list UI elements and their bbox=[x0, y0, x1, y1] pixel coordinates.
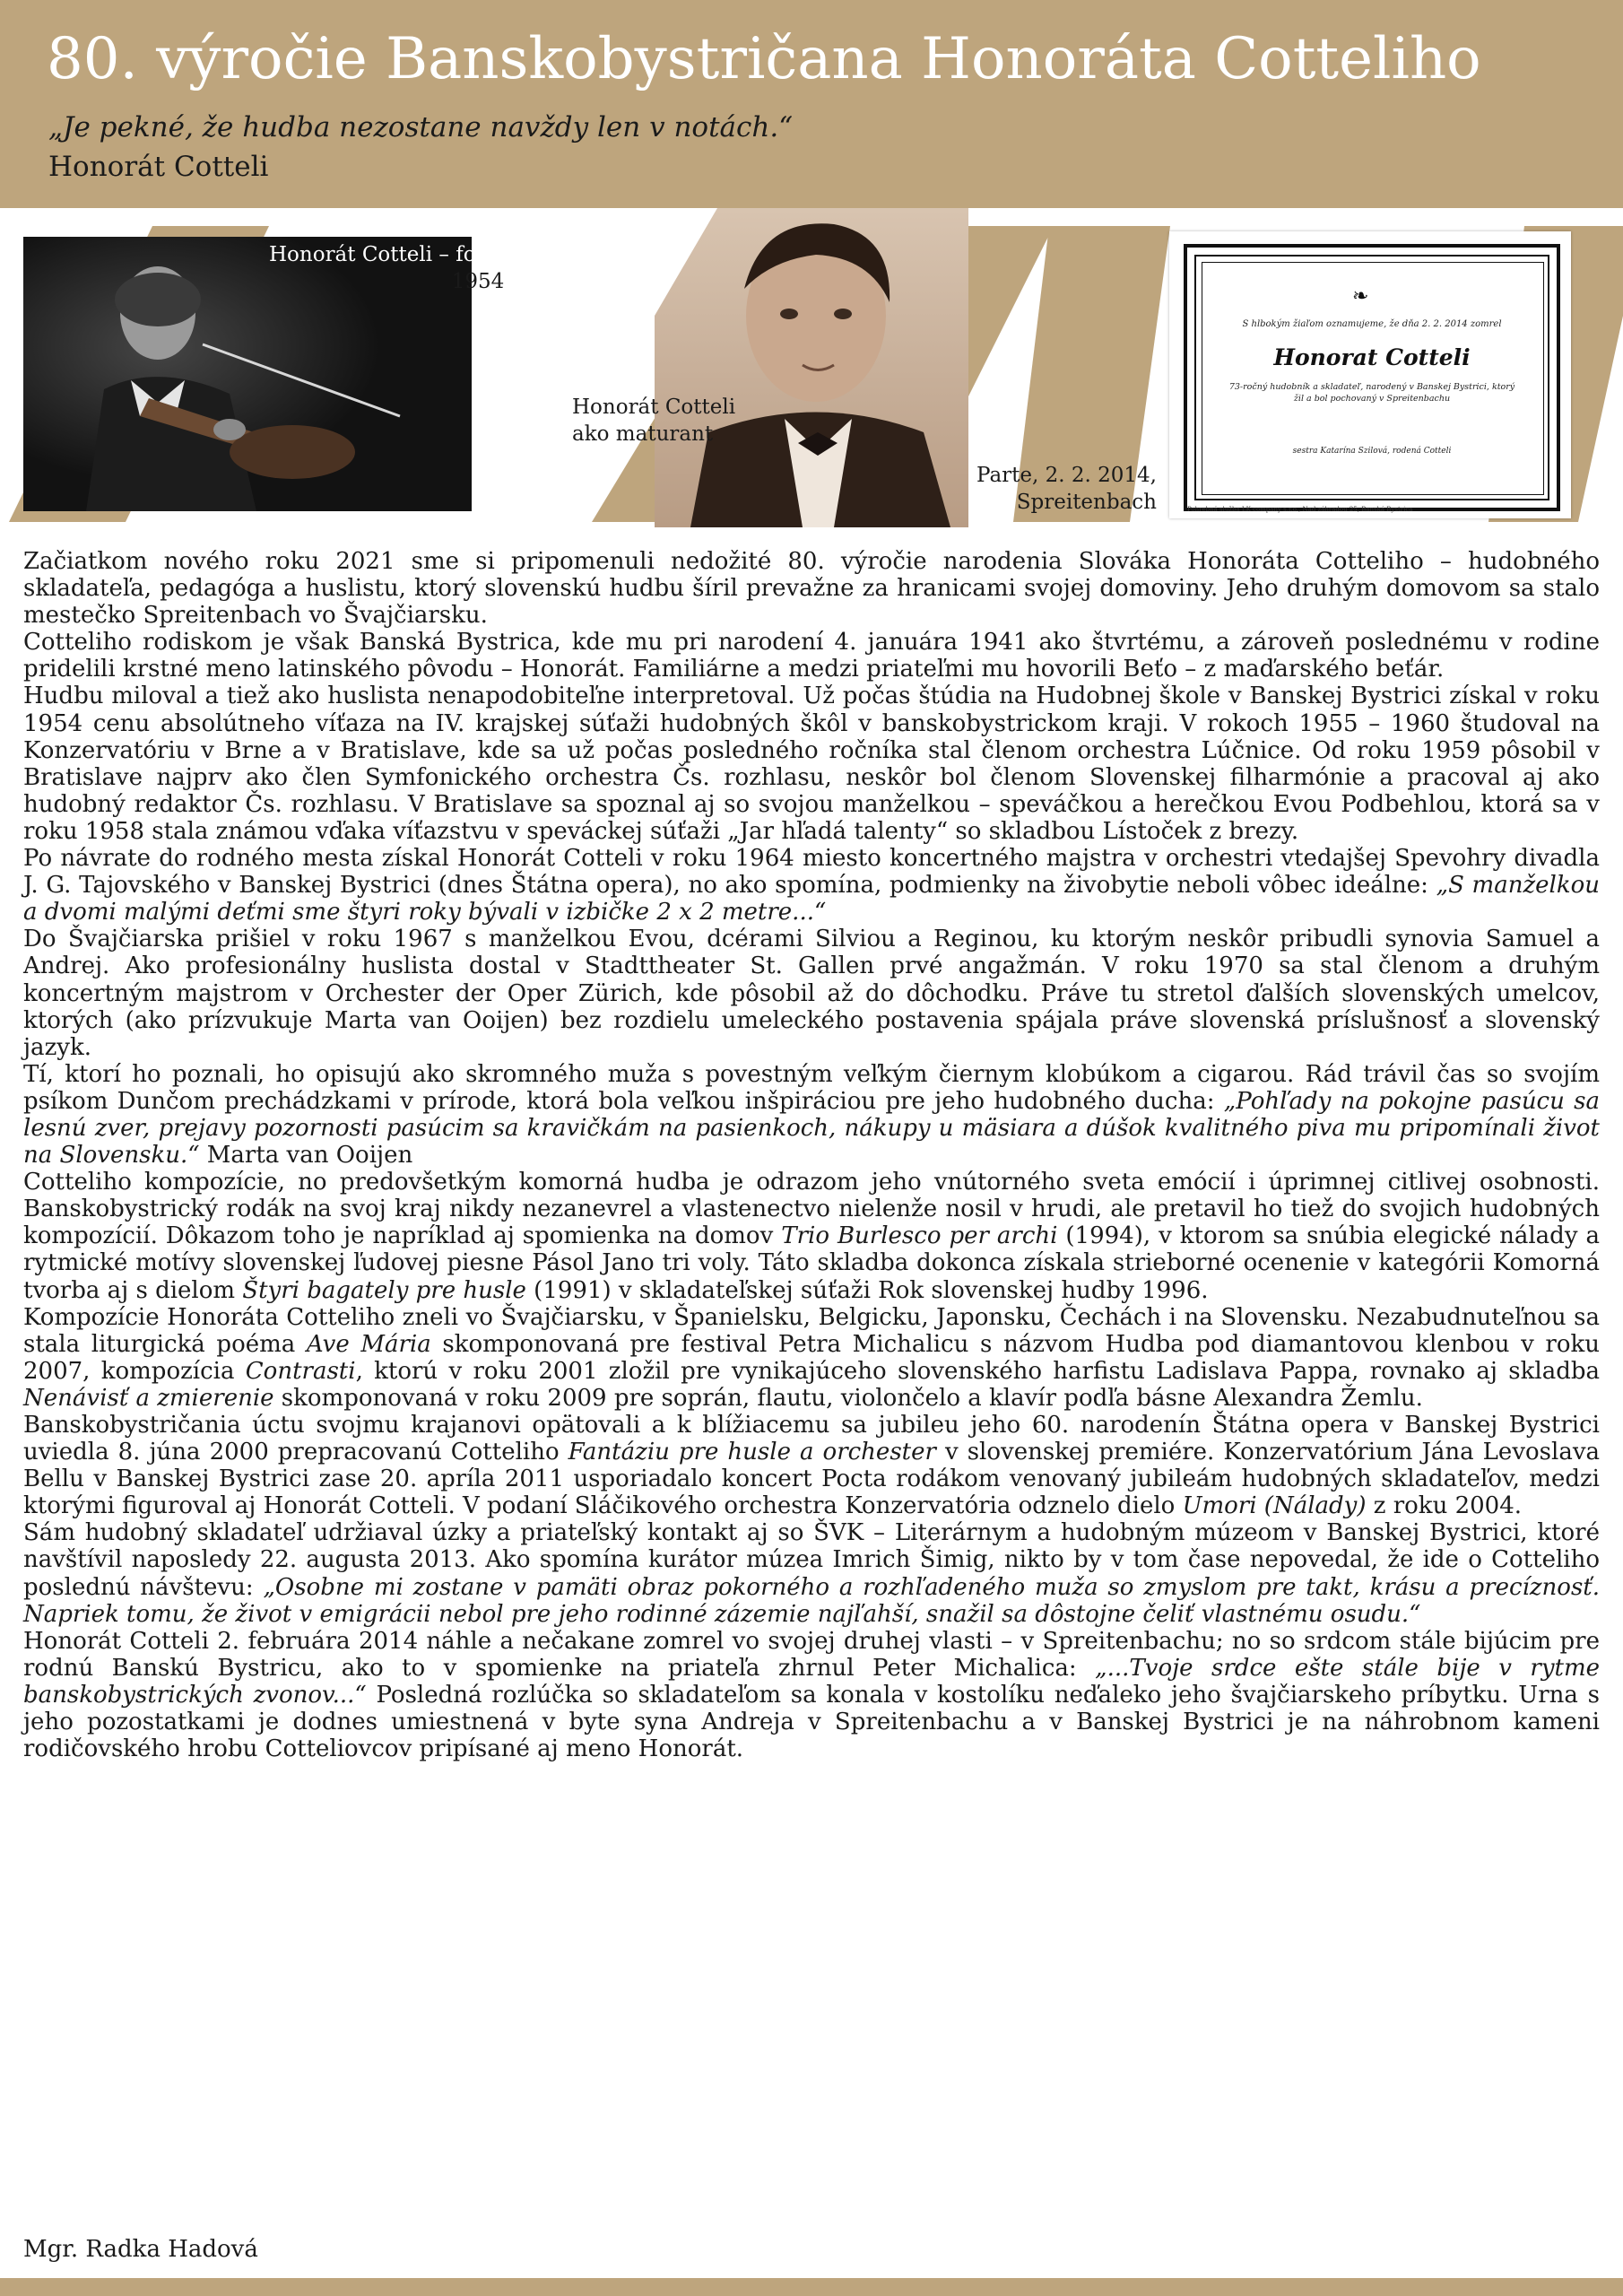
header-banner bbox=[0, 0, 1623, 208]
parte-text: 73-ročný hudobník a skladateľ, narodený v Banskej Bystrici, ktorý žil a bol pochovaný v Spreitenbachu bbox=[1228, 382, 1515, 404]
paragraph-11: Honorát Cotteli 2. februára 2014 náhle a nečakane zomrel vo svojej druhej vlasti – v Spreitenbachu; no so srdcom stále bijúcim pre rodnú Banskú Bystricu, ako to v spomienke na priateľa zhrnul Peter Michalica: „...Tvoje srdce ešte stále bije v rytme banskobystrických zvonov...“ Posledná rozlúčka so skladateľom sa konala v kostolíku neďaleko jeho švajčiarskeho príbytku. Urna s jeho pozostatkami je dodnes umiestnená v byte syna Andreja v Spreitenbachu a v Banskej Bystrici je na náhrobnom kameni rodičovského hrobu Cotteliovcov pripísané aj meno Honorát. bbox=[23, 1627, 1601, 1763]
paragraph-2: Cotteliho rodiskom je však Banská Bystrica, kde mu pri narodení 4. januára 1941 ako štvrtému, a zároveň poslednému v rodine pridelili krstné meno latinského pôvodu – Honorát. Familiárne a medzi priateľmi mu hovorili Beťo – z maďarského beťár. bbox=[23, 629, 1600, 683]
branch-icon: ❧ bbox=[1352, 285, 1369, 308]
concert-caption: Honorát Cotteli – fotografia z koncertu, 1954 bbox=[269, 243, 682, 293]
header-quote: „Je pekné, že hudba nezostane navždy len v notách.“ bbox=[48, 111, 794, 144]
parte-footer: Pohrebná služba LK company s.r.o., Nad záhradou 25, Banská Bystrica bbox=[1187, 506, 1413, 513]
paragraph-4: Po návrate do rodného mesta získal Honorát Cotteli v roku 1964 miesto koncertného majstra v orchestri vtedajšej Spevohry divadla J. G. Tajovského v Banskej Bystrici (dnes Štátna opera), no ako spomína, podmienky na živobytie neboli vôbec ideálne: „S manželkou a dvomi malými deťmi sme štyri roky bývali v izbičke 2 x 2 metre...“ bbox=[23, 845, 1601, 926]
header-quote-author: Honorát Cotteli bbox=[48, 151, 269, 183]
parte-caption: Parte, 2. 2. 2014, Spreitenbach bbox=[976, 464, 1157, 514]
parte-name: Honorat Cotteli bbox=[1273, 344, 1471, 370]
paragraph-8: Kompozície Honoráta Cotteliho zneli vo Švajčiarsku, v Španielsku, Belgicku, Japonsku, Čechách i na Slovensku. Nezabudnuteľnou sa stala liturgická poéma Ave Mária skomponovaná pre festival Petra Michalicu s názvom Hudba pod diamantovou klenbou v roku 2007, kompozícia Contrasti, ktorú v roku 2001 zložil pre vynikajúceho slovenského harfistu Ladislava Pappa, rovnako aj skladba Nenávisť a zmierenie skomponovaná v roku 2009 pre soprán, flautu, violončelo a klavír podľa básne Alexandra Žemlu. bbox=[23, 1303, 1600, 1412]
paragraph-1: Začiatkom nového roku 2021 sme si pripomenuli nedožité 80. výročie narodenia Slováka Honoráta Cotteliho – hudobného skladateľa, pedagóga a huslistu, ktorý slovenskú hudbu šíril prevažne za hranicami svojej domoviny. Jeho druhým domovom sa stalo mestečko Spreitenbach vo Švajčiarsku. bbox=[23, 548, 1600, 630]
page-title: 80. výročie Banskobystričana Honoráta Cotteliho bbox=[47, 26, 1481, 92]
parte-intro: S hlbokým žiaľom oznamujeme, že dňa 2. 2. 2014 zomrel bbox=[1242, 319, 1502, 329]
paragraph-10: Sám hudobný skladateľ udržiaval úzky a priateľský kontakt aj so ŠVK – Literárnym a hudobným múzeom v Banskej Bystrici, ktoré navštívil naposledy 22. augusta 2013. Ako spomína kurátor múzea Imrich Šimig, nikto by v tom čase nepovedal, že ide o Cotteliho poslednú návštevu: „Osobne mi zostane v pamäti obraz pokorného a rozhľadeného muža so zmyslom pre takt, krásu a precíznosť. Napriek tomu, že život v emigrácii nebol pre jeho rodinné zázemie najľahší, snažil sa dôstojne čeliť vlastnému osudu.“ bbox=[23, 1519, 1600, 1628]
paragraph-7: Cotteliho kompozície, no predovšetkým komorná hudba je odrazom jeho vnútorného sveta emócií i úprimnej citlivej osobnosti. Banskobystrický rodák na svoj kraj nikdy nezanevrel a vlastenectvo nielenže nosil v hrudi, ale pretavil ho tiež do svojich hudobných kompozícií. Dôkazom toho je napríklad aj spomienka na domov Trio Burlesco per archi (1994), v ktorom sa snúbia elegické nálady a rytmické motívy slovenskej ľudovej piesne Pásol Jano tri voly. Táto skladba dokonca získala strieborné ocenenie v kategórii Komorná tvorba aj s dielom Štyri bagately pre husle (1991) v skladateľskej súťaži Rok slovenskej hudby 1996. bbox=[23, 1169, 1600, 1304]
article-body bbox=[23, 548, 1600, 1762]
photo-strip bbox=[0, 208, 1623, 531]
graduate-caption: Honorát Cotteli ako maturant bbox=[572, 396, 736, 446]
paragraph-3: Hudbu miloval a tiež ako huslista nenapodobiteľne interpretoval. Už počas štúdia na Hudobnej škole v Banskej Bystrici získal v roku 1954 cenu absolútneho víťaza na IV. krajskej súťaži hudobných škôl v banskobystrickom kraji. V rokoch 1955 – 1960 študoval na Konzervatóriu v Brne a v Bratislave, kde sa už počas posledného ročníka stal členom orchestra Lúčnice. Od roku 1959 pôsobil v Bratislave najprv ako člen Symfonického orchestra Čs. rozhlasu, neskôr bol členom Slovenskej filharmónie a pracoval aj ako hudobný redaktor Čs. rozhlasu. V Bratislave sa spoznal aj so svojou manželkou – speváčkou a herečkou Evou Podbehlou, ktorá sa v roku 1958 stala známou vďaka víťazstvu v speváckej súťaži „Jar hľadá talenty“ so skladbou Lístoček z brezy. bbox=[23, 683, 1600, 845]
quote-inline: „...Tvoje srdce ešte stále bije v rytme banskobystrických zvonov...“ bbox=[23, 1654, 1601, 1709]
paragraph-9: Banskobystričania úctu svojmu krajanovi opätovali a k blížiacemu sa jubileu jeho 60. narodenín Štátna opera v Banskej Bystrici uviedla 8. júna 2000 prepracovanú Cotteliho Fantáziu pre husle a orchester v slovenskej premiére. Konzervatórium Jána Levoslava Bellu v Banskej Bystrici zase 20. apríla 2011 usporiadalo koncert Pocta rodákom venovaný jubileám hudobných skladateľov, medzi ktorými figuroval aj Honorát Cotteli. V podaní Sláčikového orchestra Konzervatória odznelo dielo Umori (Nálady) z roku 2004. bbox=[23, 1412, 1601, 1520]
footer-bar bbox=[0, 2278, 1623, 2296]
quote-inline: „Pohľady na pokojne pasúcu sa lesnú zver, prejavy pozornosti pasúcim sa kravičkám na pasienkoch, nákupy u mäsiara a dúšok kvalitného piva mu pripomínali život na Slovensku.“ bbox=[23, 1087, 1600, 1170]
quote-inline: „Osobne mi zostane v pamäti obraz pokorného a rozhľadeného muža so zmyslom pre takt, krásu a precíznosť. Napriek tomu, že život v emigrácii nebol pre jeho rodinné zázemie najľahší, snažil sa dôstojne čeliť vlastnému osudu.“ bbox=[23, 1573, 1600, 1628]
author-byline: Mgr. Radka Hadová bbox=[23, 2236, 258, 2263]
quote-inline: „S manželkou a dvomi malými deťmi sme štyri roky bývali v izbičke 2 x 2 metre...“ bbox=[23, 872, 1601, 926]
parte-card bbox=[1169, 231, 1571, 518]
parte-signature: sestra Katarína Szilová, rodená Cotteli bbox=[1292, 447, 1452, 456]
paragraph-6: Tí, ktorí ho poznali, ho opisujú ako skromného muža s povestným veľkým čiernym klobúkom a cigarou. Rád trávil čas so svojím psíkom Dunčom prechádzkami v prírode, ktorá bola veľkou inšpiráciou pre jeho hudobného ducha: „Pohľady na pokojne pasúcu sa lesnú zver, prejavy pozornosti pasúcim sa kravičkám na pasienkoch, nákupy u mäsiara a dúšok kvalitného piva mu pripomínali život na Slovensku.“ Marta van Ooijen bbox=[23, 1060, 1600, 1170]
paragraph-5: Do Švajčiarska prišiel v roku 1967 s manželkou Evou, dcérami Silviou a Reginou, ku ktorým neskôr pribudli synovia Samuel a Andrej. Ako profesionálny huslista dostal v Stadttheater St. Gallen prvé angažmán. V roku 1970 sa stal členom a druhým koncertným majstrom v Orchester der Oper Zürich, kde pôsobil až do dôchodku. Práve tu stretol ďalších slovenských umelcov, ktorých (ako prízvukuje Marta van Ooijen) bez rozdielu umeleckého postavenia spájala práve slovenská príslušnosť a slovenský jazyk. bbox=[23, 926, 1600, 1061]
graduate-portrait bbox=[655, 208, 968, 527]
